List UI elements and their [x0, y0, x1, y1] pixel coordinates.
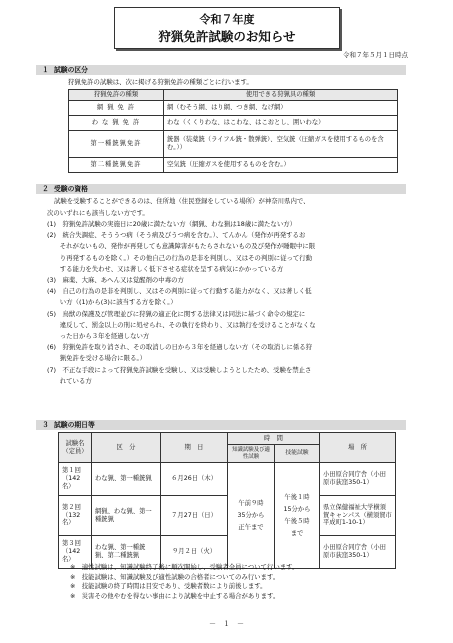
section1-number: １ [42, 66, 49, 74]
table-row [59, 463, 396, 496]
time-skill-start: 午後１時 [284, 493, 310, 501]
list-item: (5) 鳥獣の保護及び管理並びに狩猟の適正化に関する法律又は同法に基づく命令の規定に [47, 309, 306, 318]
page-title: 狩猟免許試験のお知らせ [158, 28, 296, 44]
license-type-cell: 第二種銃猟免許 [69, 158, 164, 173]
table-row [69, 158, 398, 173]
list-item: (2) 統合失調症、そううつ病（そう病及びうつ病を含む。）、てんかん（発作が再発するお [47, 231, 306, 240]
schedule-notes [70, 563, 298, 601]
place-cell: 小田原合同庁舎（小田原市荻窪350-1） [320, 536, 396, 569]
note-item: ※ 災害その他やむを得ない事由により試験を中止する場合があります。 [70, 591, 280, 600]
time-skill-cell [275, 463, 320, 569]
title-box [114, 7, 340, 49]
table-row [69, 116, 398, 131]
kubun-cell: わな猟、第一種銃猟、第二種銃猟 [92, 536, 161, 569]
exam-name-cell: 第１回（142名） [59, 463, 92, 496]
col-date: 期 日 [161, 433, 228, 463]
as-of-date: 令和７年５月１日時点 [343, 51, 408, 59]
section3-header [36, 420, 406, 430]
exam-name-cell: 第３回（142名） [59, 536, 92, 569]
section3-number: ３ [42, 421, 49, 429]
section1-header [36, 65, 406, 75]
section3-title: 試験の期日等 [54, 421, 95, 429]
license-type-table [68, 89, 398, 173]
list-item: (4) 自己の行為の是非を判別し、又はその判別に従って行動する能力がなく、又は著しく低 [47, 287, 312, 296]
place-cell: 小田原合同庁舎（小田原市荻窪350-1） [320, 463, 396, 496]
kubun-cell: 網猟、わな猟、第一種銃猟 [92, 496, 161, 536]
tools-cell: 銃器（装薬銃（ライフル銃・散弾銃）、空気銃（圧縮ガスを使用するものを含む。）） [164, 131, 398, 158]
title-year: 令和７年度 [199, 13, 255, 26]
tools-cell: 空気銃（圧縮ガスを使用するものを含む。） [164, 158, 398, 173]
note-item: ※ 技能試験の終了時間は目安であり、受験者数により前後します。 [70, 582, 267, 590]
table-row [69, 101, 398, 116]
col-tools: 使用できる狩猟具の種類 [164, 90, 398, 101]
list-item: れている方 [47, 376, 92, 385]
date-cell: ６月26日（木） [161, 463, 228, 496]
list-item: 猟免許を受ける場合に限る。） [47, 354, 147, 363]
time-knowledge-start: 午前９時 [238, 499, 264, 507]
time-skill-end: 午後５時 [284, 517, 310, 525]
col-exam-name: 試験名（定員） [59, 433, 92, 463]
col-place: 場 所 [320, 433, 396, 463]
note-item: ※ 適性試験は、知識試験終了後に順次開始し、受験者全員について行います。 [70, 563, 299, 571]
time-knowledge-cell [228, 463, 275, 569]
table-row [69, 131, 398, 158]
table-row [59, 496, 396, 536]
list-item: った日から３年を経過しない方 [47, 332, 150, 341]
list-item: い方（(1)から(3)に該当する方を除く。） [47, 298, 177, 307]
license-type-cell: 第一種銃猟免許 [69, 131, 164, 158]
kubun-cell: わな猟、第一種銃猟 [92, 463, 161, 496]
exam-schedule-table [58, 432, 396, 569]
time-knowledge-start-min: 35分から [237, 511, 265, 519]
col-time-skill: 技能試験 [275, 445, 320, 463]
col-license-type: 狩猟免許の種類 [69, 90, 164, 101]
license-type-cell: わ な 猟 免 許 [69, 116, 164, 131]
date-cell: ９月２日（火） [161, 536, 228, 569]
list-item: 違反して、罰金以上の刑に処せられ、その執行を終わり、又は執行を受けることがなくな [47, 320, 316, 329]
list-item: り再発するものを除く。）その他自己の行為の是非を判別し、又はその判別に従って行動 [47, 253, 313, 262]
tools-cell: 網（むそう網、はり網、つき網、なげ網） [164, 101, 398, 116]
section1-intro: 狩猟免許の試験は、次に掲げる狩猟免許の種類ごとに行います。 [68, 78, 253, 86]
section2-title: 受験の資格 [54, 185, 88, 193]
time-knowledge-end: 正午まで [238, 523, 264, 531]
list-item: する能力を失わせ、又は著しく低下させる症状を呈する病気にかかっている方 [47, 264, 284, 273]
qualification-list [47, 219, 407, 387]
date-cell: ７月27日（日） [161, 496, 228, 536]
page-number: － １ － [209, 620, 244, 628]
list-item: (1) 狩猟免許試験の実施日に20歳に満たない方（網猟、わな猟は18歳に満たない方） [47, 220, 296, 228]
tools-cell: わな（くくりわな、はこわな、はこおとし、囲いわな） [164, 116, 398, 131]
list-item: (7) 不正な手段によって狩猟免許試験を受験し、又は受験しようとしたため、受験を禁止さ [47, 365, 312, 374]
time-skill-end-suffix: まで [290, 529, 304, 537]
section2-number: ２ [42, 185, 49, 193]
place-cell: 県立保健福祉大学横須賀キャンパス（横須賀市平成町1-10-1） [320, 496, 396, 536]
col-kubun: 区 分 [92, 433, 161, 463]
note-item: ※ 技能試験は、知識試験及び適性試験の合格者についてのみ行います。 [70, 572, 280, 581]
col-time-knowledge: 知識試験及び適性試験 [228, 445, 275, 463]
section2-intro-line1: 試験を受験することができるのは、住所地（住民登録をしている場所）が神奈川県内で、 [54, 197, 310, 205]
list-item: (6) 狩猟免許を取り消され、その取消しの日から３年を経過しない方（その取消しに係る狩 [47, 343, 313, 352]
col-time: 時 間 [228, 433, 320, 445]
list-item: それがないもの、発作が再発しても意識障害がもたらされないもの及び発作が睡眠中に限 [47, 242, 316, 251]
section2-header [36, 184, 406, 194]
section1-title: 試験の区分 [54, 66, 88, 74]
time-skill-start-min: 15分から [283, 505, 311, 513]
license-type-cell: 網 猟 免 許 [69, 101, 164, 116]
list-item: (3) 麻薬、大麻、あへん又は覚醒剤の中毒の方 [47, 276, 184, 285]
exam-name-cell: 第２回（132名） [59, 496, 92, 536]
section2-intro-line2: 次のいずれにも該当しない方です。 [47, 209, 149, 217]
